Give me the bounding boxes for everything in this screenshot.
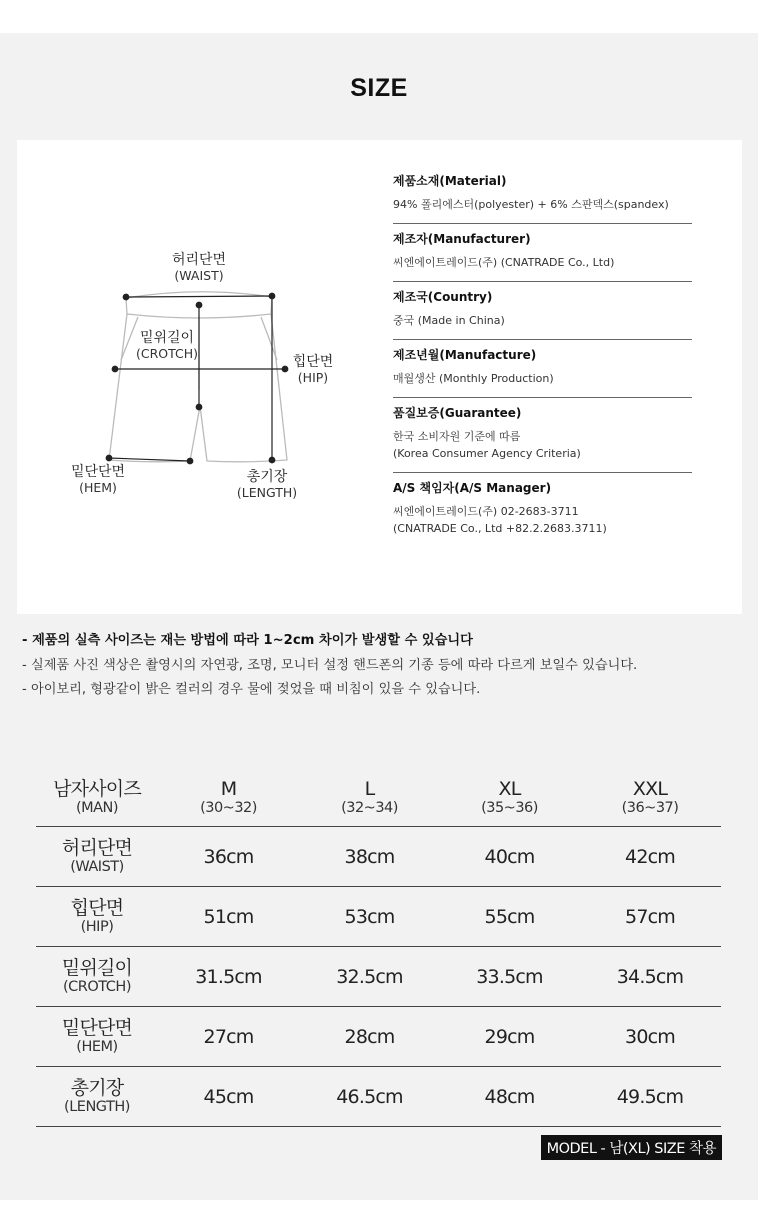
table-row bbox=[36, 1067, 721, 1127]
table-cell: 51cm bbox=[203, 905, 254, 928]
table-cell: 34.5cm bbox=[616, 965, 684, 988]
table-cell: 48cm bbox=[484, 1085, 535, 1108]
table-cell: 42cm bbox=[625, 845, 675, 868]
spec-country bbox=[393, 282, 692, 340]
table-cell: 28cm bbox=[344, 1025, 395, 1048]
table-row bbox=[36, 1007, 721, 1067]
table-cell: 45cm bbox=[203, 1085, 254, 1108]
table-cell: 30cm bbox=[625, 1025, 675, 1048]
crotch-label bbox=[125, 331, 209, 361]
crotch-label-ko: 밑위길이 bbox=[139, 330, 195, 346]
row-label-cell bbox=[36, 957, 158, 996]
table-header-cell bbox=[299, 778, 440, 817]
header-sub: (36~37) bbox=[621, 799, 679, 816]
spec-guarantee-value-en: (Korea Consumer Agency Criteria) bbox=[393, 447, 581, 460]
size-notes bbox=[22, 629, 742, 703]
note-color: - 실제품 사진 색상은 촬영시의 자연광, 조명, 모니터 설정 핸드폰의 기종 등에 따라 다르게 보일수 있습니다. bbox=[22, 657, 638, 673]
table-cell: 38cm bbox=[344, 845, 395, 868]
row-label-cell bbox=[36, 1017, 158, 1056]
header-main: 남자사이즈 bbox=[53, 777, 141, 800]
table-cell: 36cm bbox=[203, 845, 254, 868]
spec-material bbox=[393, 174, 692, 224]
row-label: 힙단면 bbox=[70, 897, 124, 919]
spec-manufacturer-value: 씨엔에이트레이드(주) (CNATRADE Co., Ltd) bbox=[393, 256, 615, 269]
header-main: M bbox=[220, 777, 237, 800]
crotch-label-en: (CROTCH) bbox=[135, 346, 199, 361]
hip-label-en: (HIP) bbox=[297, 370, 329, 385]
table-row bbox=[36, 887, 721, 947]
header-sub: (30~32) bbox=[200, 799, 257, 816]
hem-label-en: (HEM) bbox=[79, 480, 117, 495]
spec-as-manager-title: A/S 책임자(A/S Manager) bbox=[393, 481, 552, 495]
shorts-size-diagram bbox=[17, 140, 377, 614]
size-info-panel bbox=[17, 140, 742, 614]
spec-material-title: 제품소재(Material) bbox=[393, 174, 507, 188]
spec-guarantee-title: 품질보증(Guarantee) bbox=[393, 406, 522, 420]
table-cell: 29cm bbox=[484, 1025, 535, 1048]
row-label-cell bbox=[36, 1077, 158, 1116]
table-row bbox=[36, 947, 721, 1007]
spec-country-title: 제조국(Country) bbox=[393, 290, 493, 304]
spec-as-manager-value: 씨엔에이트레이드(주) 02-2683-3711 bbox=[393, 505, 579, 518]
spec-manufacturer-title: 제조자(Manufacturer) bbox=[393, 232, 531, 246]
hip-label-ko: 힙단면 bbox=[292, 354, 334, 370]
spec-as-manager-value-en: (CNATRADE Co., Ltd +82.2.2683.3711) bbox=[393, 522, 607, 535]
note-transparency: - 아이보리, 형광같이 밝은 컬러의 경우 물에 젖었을 때 비침이 있을 수 있습니다. bbox=[22, 682, 481, 697]
spec-manufacture-date-title: 제조년월(Manufacture) bbox=[393, 348, 537, 362]
page-title: SIZE bbox=[350, 74, 408, 102]
length-label bbox=[229, 470, 305, 500]
row-label-sub: (LENGTH) bbox=[64, 1099, 130, 1115]
header-sub: (32~34) bbox=[341, 799, 398, 816]
row-label: 밑위길이 bbox=[61, 957, 133, 979]
spec-material-value: 94% 폴리에스터(polyester) + 6% 스판덱스(spandex) bbox=[393, 198, 669, 211]
table-cell: 55cm bbox=[484, 905, 535, 928]
waist-label-ko: 허리단면 bbox=[171, 252, 227, 268]
spec-country-value: 중국 (Made in China) bbox=[393, 314, 505, 327]
spec-manufacturer bbox=[393, 224, 692, 282]
header-main: XL bbox=[498, 777, 521, 800]
table-cell: 53cm bbox=[344, 905, 395, 928]
table-header-row bbox=[36, 768, 721, 827]
table-header-cell bbox=[36, 778, 158, 817]
table-cell: 49.5cm bbox=[616, 1085, 684, 1108]
waist-label-en: (WAIST) bbox=[174, 268, 224, 283]
table-cell: 27cm bbox=[203, 1025, 254, 1048]
note-measurement: - 제품의 실측 사이즈는 재는 방법에 따라 1~2cm 차이가 발생할 수 있습니다 bbox=[22, 633, 473, 648]
header-main: XXL bbox=[632, 777, 668, 800]
table-cell: 46.5cm bbox=[336, 1085, 403, 1108]
table-cell: 33.5cm bbox=[476, 965, 543, 988]
header-sub: (35~36) bbox=[481, 799, 538, 816]
spec-guarantee-value: 한국 소비자원 기준에 따름 bbox=[393, 430, 521, 443]
hip-label bbox=[285, 355, 341, 385]
product-spec-list bbox=[393, 174, 692, 547]
row-label: 밑단단면 bbox=[61, 1017, 133, 1039]
table-header-cell bbox=[440, 778, 579, 817]
row-label-sub: (CROTCH) bbox=[63, 979, 131, 995]
size-table bbox=[36, 768, 721, 1127]
table-cell: 31.5cm bbox=[195, 965, 262, 988]
row-label: 총기장 bbox=[70, 1077, 124, 1099]
row-label-sub: (HEM) bbox=[76, 1039, 118, 1055]
hem-label bbox=[58, 465, 138, 495]
spec-manufacture-date bbox=[393, 340, 692, 398]
row-label-sub: (WAIST) bbox=[70, 859, 124, 875]
table-header-cell bbox=[579, 778, 721, 817]
header-sub: (MAN) bbox=[75, 799, 119, 816]
row-label-sub: (HIP) bbox=[80, 919, 114, 935]
model-size-badge: MODEL - 남(XL) SIZE 착용 bbox=[541, 1135, 722, 1160]
table-cell: 32.5cm bbox=[336, 965, 403, 988]
spec-as-manager bbox=[393, 473, 692, 547]
header-main: L bbox=[364, 777, 375, 800]
hem-label-ko: 밑단단면 bbox=[70, 464, 126, 480]
table-header-cell bbox=[158, 778, 299, 817]
table-row bbox=[36, 827, 721, 887]
length-label-ko: 총기장 bbox=[246, 469, 288, 485]
row-label-cell bbox=[36, 897, 158, 936]
length-label-en: (LENGTH) bbox=[236, 485, 298, 500]
spec-guarantee bbox=[393, 398, 692, 473]
waist-label bbox=[159, 253, 239, 283]
table-cell: 57cm bbox=[625, 905, 675, 928]
row-label: 허리단면 bbox=[61, 837, 133, 859]
spec-manufacture-date-value: 매월생산 (Monthly Production) bbox=[393, 372, 554, 385]
row-label-cell bbox=[36, 837, 158, 876]
table-cell: 40cm bbox=[484, 845, 535, 868]
